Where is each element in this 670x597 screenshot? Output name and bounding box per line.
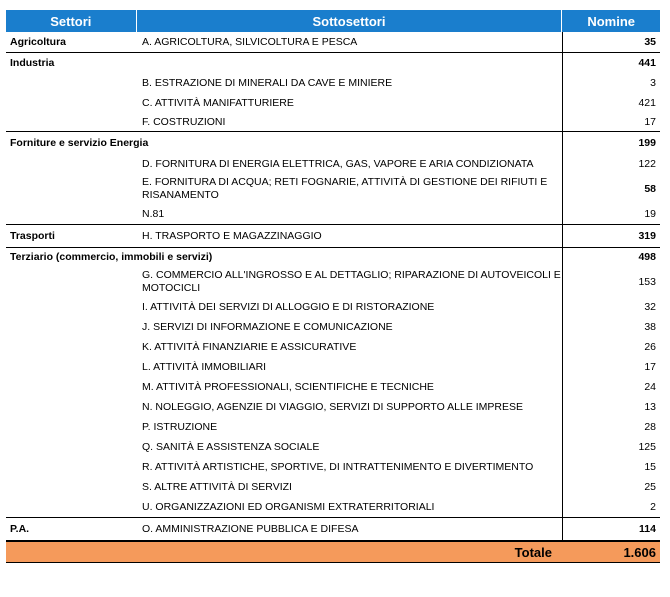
sector-name	[6, 397, 136, 417]
sector-name	[6, 417, 136, 437]
column-divider	[562, 248, 563, 517]
nomine-value: 19	[644, 208, 656, 220]
nomine-value: 38	[644, 321, 656, 333]
nomine-value: 17	[644, 116, 656, 128]
subsector-label: O. AMMINISTRAZIONE PUBBLICA E DIFESA	[142, 522, 359, 535]
subsector-label	[136, 53, 562, 73]
sector-name	[6, 174, 136, 204]
column-divider	[562, 132, 563, 224]
sector-name	[6, 266, 136, 297]
subsector-label	[136, 132, 562, 154]
table-body	[6, 32, 660, 541]
sector-name	[6, 437, 136, 457]
nomine-value: 498	[638, 251, 656, 263]
nomine-value: 153	[638, 275, 656, 288]
sector-group	[6, 132, 660, 225]
sector-group	[6, 32, 660, 53]
nomine-value: 13	[644, 401, 656, 413]
nomine-value: 17	[644, 361, 656, 373]
sector-name	[6, 357, 136, 377]
nomine-value: 122	[638, 158, 656, 170]
subsector-label: I. ATTIVITÀ DEI SERVIZI DI ALLOGGIO E DI RISTORAZIONE	[142, 300, 435, 313]
sector-name: Forniture e servizio Energia	[10, 137, 149, 149]
subsector-label: F. COSTRUZIONI	[142, 115, 226, 128]
sector-group	[6, 248, 660, 518]
nomine-value: 32	[644, 301, 656, 313]
header-settori: Settori	[6, 10, 137, 32]
subsector-label: G. COMMERCIO ALL'INGROSSO E AL DETTAGLIO; RIPARAZIONE DI AUTOVEICOLI E MOTOCICLI	[142, 268, 561, 294]
subsector-label: N.81	[142, 207, 165, 220]
sector-name: Industria	[10, 57, 55, 69]
subsector-label: E. FORNITURA DI ACQUA; RETI FOGNARIE, ATTIVITÀ DI GESTIONE DEI RIFIUTI E RISANAMENTO	[142, 176, 548, 201]
nomine-value: 58	[644, 183, 656, 195]
nomine-value: 125	[638, 441, 656, 453]
sector-name	[6, 477, 136, 497]
subsector-label: K. ATTIVITÀ FINANZIARIE E ASSICURATIVE	[142, 340, 357, 353]
subsector-label: L. ATTIVITÀ IMMOBILIARI	[142, 360, 267, 373]
table-header	[6, 10, 660, 32]
sector-group	[6, 518, 660, 541]
subsector-label: J. SERVIZI DI INFORMAZIONE E COMUNICAZIONE	[142, 320, 393, 333]
subsector-label: R. ATTIVITÀ ARTISTICHE, SPORTIVE, DI INTRATTENIMENTO E DIVERTIMENTO	[142, 460, 534, 473]
subsector-label: A. AGRICOLTURA, SILVICOLTURA E PESCA	[142, 35, 358, 48]
subsector-label: B. ESTRAZIONE DI MINERALI DA CAVE E MINIERE	[142, 76, 393, 89]
nomine-value: 199	[638, 137, 656, 149]
column-divider	[562, 225, 563, 247]
sector-name	[6, 377, 136, 397]
subsector-label: D. FORNITURA DI ENERGIA ELETTRICA, GAS, VAPORE E ARIA CONDIZIONATA	[142, 157, 534, 170]
total-label: Totale	[514, 544, 552, 560]
sector-table	[6, 10, 660, 563]
subsector-label: Q. SANITÀ E ASSISTENZA SOCIALE	[142, 440, 320, 453]
sector-name	[6, 154, 136, 174]
nomine-value: 441	[638, 57, 656, 69]
header-sottosettori: Sottosettori	[137, 10, 563, 32]
subsector-label: M. ATTIVITÀ PROFESSIONALI, SCIENTIFICHE E TECNICHE	[142, 380, 434, 393]
subsector-label: S. ALTRE ATTIVITÀ DI SERVIZI	[142, 480, 292, 493]
total-row	[6, 541, 660, 563]
sector-group	[6, 225, 660, 248]
sector-name	[6, 337, 136, 357]
nomine-value: 28	[644, 421, 656, 433]
sector-group	[6, 53, 660, 132]
subsector-label: N. NOLEGGIO, AGENZIE DI VIAGGIO, SERVIZI DI SUPPORTO ALLE IMPRESE	[142, 400, 524, 413]
header-nomine: Nomine	[587, 13, 635, 29]
sector-name: P.A.	[10, 523, 30, 535]
sector-name	[6, 93, 136, 113]
subsector-label: P. ISTRUZIONE	[142, 420, 218, 433]
sector-name	[6, 73, 136, 93]
subsector-label: U. ORGANIZZAZIONI ED ORGANISMI EXTRATERRITORIALI	[142, 500, 435, 513]
nomine-value: 421	[638, 97, 656, 109]
nomine-value: 3	[650, 77, 656, 89]
nomine-value: 2	[650, 501, 656, 513]
subsector-label: C. ATTIVITÀ MANIFATTURIERE	[142, 96, 294, 109]
total-value: 1.606	[623, 544, 656, 560]
sector-name: Agricoltura	[10, 36, 67, 48]
nomine-value: 26	[644, 341, 656, 353]
sector-name: Trasporti	[10, 230, 55, 242]
nomine-value: 114	[639, 523, 656, 535]
column-divider	[562, 518, 563, 540]
sector-name: Terziario (commercio, immobili e servizi)	[10, 251, 213, 263]
nomine-value: 35	[644, 36, 656, 48]
sector-name	[6, 113, 136, 131]
sector-name	[6, 317, 136, 337]
sector-name	[6, 457, 136, 477]
column-divider	[562, 32, 563, 52]
column-divider	[562, 53, 563, 131]
nomine-value: 15	[644, 461, 656, 473]
subsector-label	[136, 248, 562, 266]
sector-name	[6, 497, 136, 517]
nomine-value: 25	[644, 481, 656, 493]
subsector-label: H. TRASPORTO E MAGAZZINAGGIO	[142, 229, 322, 242]
sector-name	[6, 204, 136, 224]
nomine-value: 24	[644, 381, 656, 393]
sector-name	[6, 297, 136, 317]
nomine-value: 319	[638, 230, 656, 242]
